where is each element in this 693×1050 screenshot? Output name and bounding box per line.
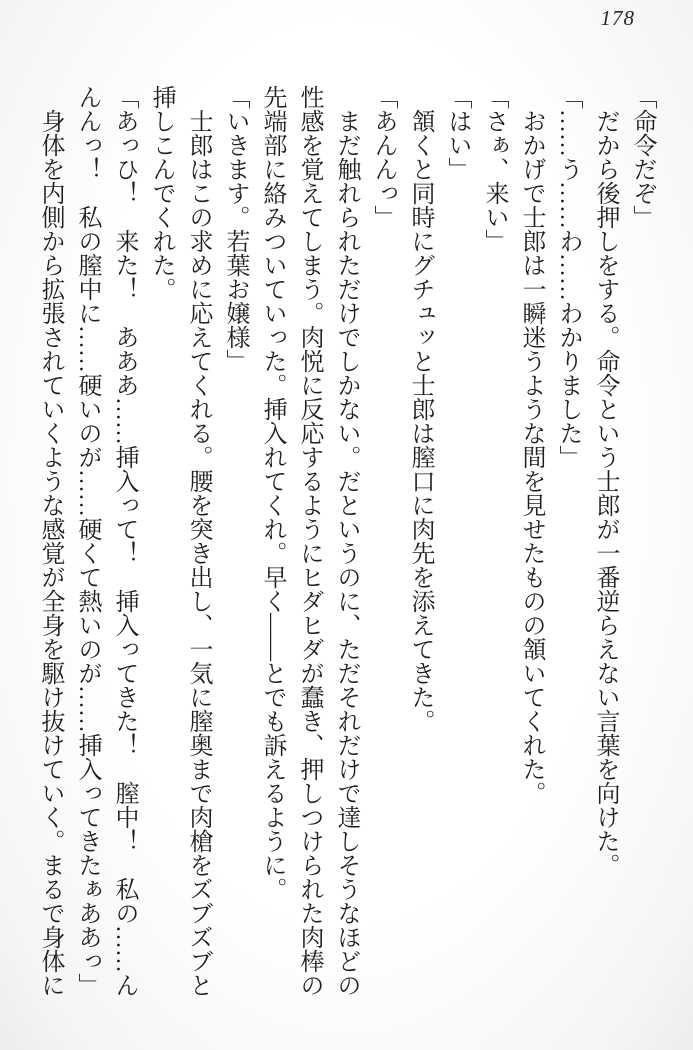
paragraph: まだ触れられただけでしかない。だというのに、ただそれだけで達しそうなほどの性感を覚えてしまう。肉悦に反応するようにヒダヒダが蠢き、押しつけられた肉棒の先端部に絡みついていった。挿入れてくれ。早く——とでも訴えるように。 (259, 85, 359, 997)
paragraph: 士郎はこの求めに応えてくれる。腰を突き出し、一気に膣奥まで肉槍をズブズブと挿しこんでくれた。 (148, 85, 211, 997)
paragraph: だから後押しをする。命令という士郎が一番逆らえない言葉を向けた。 (592, 109, 618, 877)
paragraph: 「……う……わ……わかりました」 (555, 85, 581, 469)
paragraph: 「さぁ、来い」 (481, 85, 507, 253)
paragraph: 「いきます。若葉お嬢様」 (222, 85, 248, 373)
paragraph: 「はい」 (444, 85, 470, 181)
text-block (31, 85, 660, 1001)
paragraph: 身体を内側から拡張されていくような感覚が全身を駆け抜けていく。まるで身体に (37, 109, 63, 997)
paragraph: 頷くと同時にグチュッと士郎は膣口に肉先を添えてきた。 (407, 109, 433, 733)
paragraph: 「命令だぞ」 (629, 85, 655, 229)
page-number: 178 (600, 6, 635, 30)
paragraph: おかげで士郎は一瞬迷うような間を見せたものの頷いてくれた。 (518, 109, 544, 805)
paragraph: 「あんんっ」 (370, 85, 396, 229)
paragraph: 「あっひ！ 来た！ あああ……挿入って！ 挿入ってきた！ 膣中！ 私の……んんんっ！ 私の膣中に……硬いのが……硬くて熱いのが……挿入ってきたぁああっ」 (74, 85, 137, 997)
